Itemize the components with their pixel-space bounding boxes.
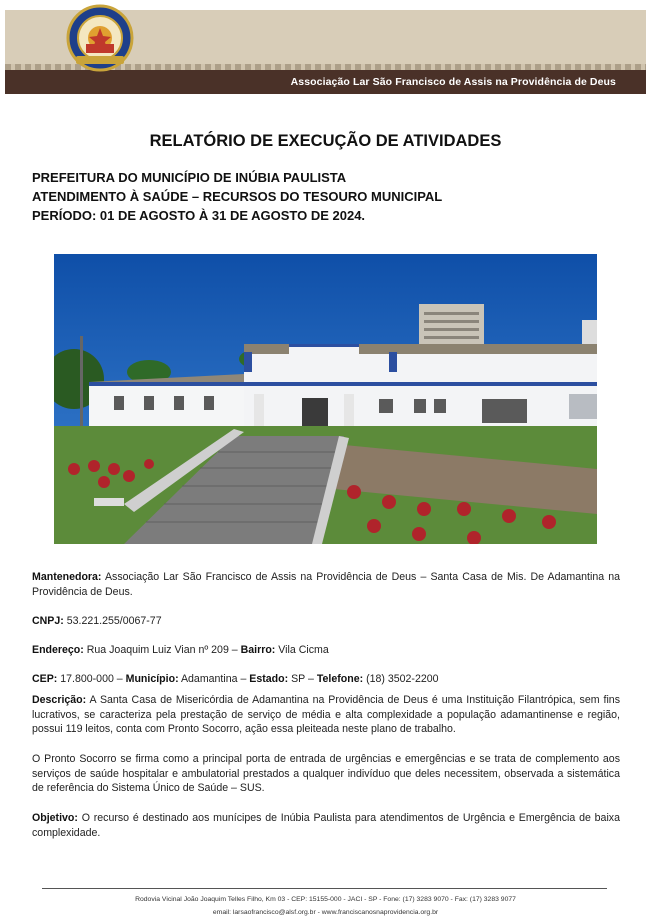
cep-label: CEP: [32, 673, 58, 685]
bairro-label: Bairro: [240, 644, 276, 656]
bairro-value: Vila Cicma [275, 644, 329, 656]
footer-divider [42, 888, 607, 889]
cep-value: 17.800-000 – [57, 673, 126, 685]
objetivo-label: Objetivo: [32, 812, 78, 824]
telefone-label: Telefone: [316, 673, 364, 685]
municipio-value: Adamantina – [178, 673, 250, 685]
objetivo-value: O recurso é destinado aos munícipes de Inúbia Paulista para atendimentos de Urgência e Emergência de baixa complexidade. [32, 812, 620, 839]
pronto-socorro-paragraph: O Pronto Socorro se firma como a principal porta de entrada de urgências e emergências e se trata de complemento aos serviços de saúde hospitalar e ambulatorial prestados a qualquer indivíduo que deles necessitem, observada a sistemática de referência do Sistema Único de Saúde – SUS. [32, 753, 620, 794]
endereco-label: Endereço: [32, 644, 84, 656]
endereco-value: Rua Joaquim Luiz Vian nº 209 – [83, 644, 241, 656]
telefone-value: (18) 3502-2200 [363, 673, 439, 685]
mantenedora-label: Mantenedora: [32, 571, 102, 583]
cnpj-paragraph [32, 614, 620, 629]
document-subheadings [32, 168, 442, 225]
mantenedora-value: Associação Lar São Francisco de Assis na Providência de Deus – Santa Casa de Mis. De Adamantina na Providência de Deus. [32, 571, 620, 598]
organization-name: Associação Lar São Francisco de Assis na Providência de Deus [290, 76, 616, 88]
subheading-atendimento: ATENDIMENTO À SAÚDE – RECURSOS DO TESOURO MUNICIPAL [32, 189, 443, 204]
cep-paragraph [32, 672, 620, 687]
estado-value: SP – [288, 673, 317, 685]
seal-logo-icon [62, 4, 138, 76]
municipio-label: Município: [125, 673, 179, 685]
objetivo-paragraph [32, 811, 620, 840]
estado-label: Estado: [249, 673, 289, 685]
descricao-value: A Santa Casa de Misericórdia de Adamantina na Providência de Deus é uma Instituição Filantrópica, sem fins lucrativos, se caracteriza pela prestação de serviço de média e alta complexidade a população adamantinense e região, possui 119 leitos, conta com Pronto Socorro, ação essa pleiteada neste plano de trabalho. [32, 694, 620, 735]
subheading-prefeitura: PREFEITURA DO MUNICÍPIO DE INÚBIA PAULISTA [32, 170, 347, 185]
document-title: RELATÓRIO DE EXECUÇÃO DE ATIVIDADES [149, 132, 502, 150]
descricao-paragraph [32, 693, 620, 737]
cnpj-value: 53.221.255/0067-77 [63, 615, 162, 627]
footer-address: Rodovia Vicinal João Joaquim Telles Filho, Km 03 - CEP: 15155-000 - JACI - SP - Fone: (17) 3283 9070 - Fax: (17) 3283 9077 [135, 896, 516, 903]
mantenedora-paragraph [32, 570, 620, 599]
endereco-paragraph [32, 643, 620, 658]
hospital-building-photo [54, 254, 597, 544]
footer-contact: email: larsaofrancisco@alsf.org.br - www.franciscanosnaprovidencia.org.br [212, 909, 439, 916]
cnpj-label: CNPJ: [32, 615, 64, 627]
subheading-periodo: PERÍODO: 01 DE AGOSTO À 31 DE AGOSTO DE 2024. [32, 208, 366, 223]
descricao-label: Descrição: [32, 694, 87, 706]
